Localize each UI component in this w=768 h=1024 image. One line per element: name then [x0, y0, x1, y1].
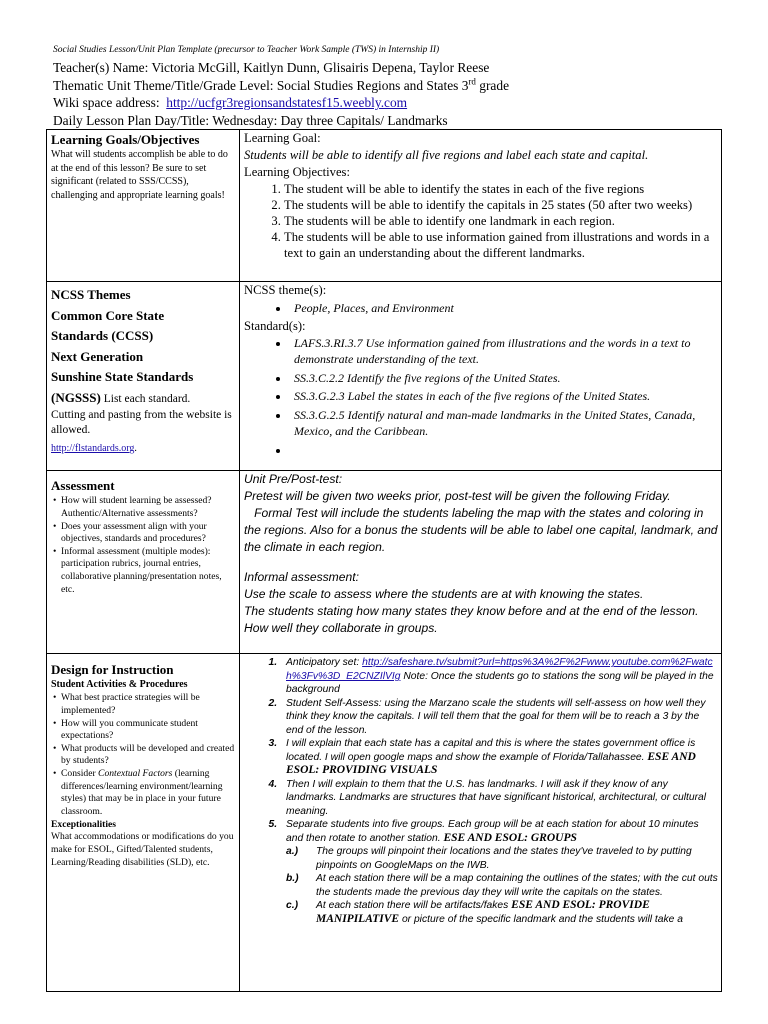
wiki-line: Wiki space address: http://ucfgr3regionsandstatesf15.weebly.com: [53, 95, 408, 111]
themes-list: [244, 299, 718, 318]
objectives-label: Learning Objectives:: [244, 165, 350, 180]
design-questions: [51, 692, 236, 818]
lesson-plan-table: [46, 129, 722, 992]
ngsss-line: (NGSSS) List each standard.: [51, 389, 191, 405]
standards-link-line: http://flstandards.org.: [51, 443, 137, 455]
theme-item: • People, Places, and Environment: [290, 299, 718, 318]
standard-item: • LAFS.3.RI.3.7 Use information gained from illustrations and the words in a text to demonstrate understanding of the text.: [290, 335, 718, 368]
objective-item: 1. The student will be able to identify the states in each of the five regions: [284, 181, 718, 197]
informal-line: How well they collaborate in groups.: [244, 620, 438, 635]
anticipatory-link[interactable]: http://safeshare.tv/submit?url=https%3A%2F%2Fwww.youtube.com%2Fwatch%3Fv%3D_E2CNZIlVIg: [286, 657, 713, 682]
assessment-question: • How will student learning be assessed? Authentic/Alternative assessments?: [53, 495, 236, 520]
design-question: • What best practice strategies will be implemented?: [53, 692, 236, 717]
ncss-line-1: NCSS Themes: [51, 287, 131, 303]
standards-label: Standard(s):: [244, 319, 306, 334]
ncss-line-3: Standards (CCSS): [51, 328, 154, 344]
standard-item: [290, 442, 718, 458]
lesson-plan-page: [46, 44, 722, 992]
daily-line: Daily Lesson Plan Day/Title: Wednesday: Day three Capitals/ Landmarks: [53, 112, 448, 128]
ncss-line-4: Next Generation: [51, 348, 144, 364]
station-item: b.) At each station there will be a map containing the outlines of the states; with the cut outs the students made the previous day they will write the capitals on the states.: [286, 873, 718, 898]
informal-line: Use the scale to assess where the students are at with knowing the states.: [244, 587, 644, 602]
objective-item: 2. The students will be able to identify the capitals in 25 states (50 after two weeks): [284, 197, 718, 213]
goals-row: [47, 130, 722, 282]
informal-line: The students stating how many states they know before and at the end of the lesson.: [244, 603, 699, 618]
standard-item: • SS.3.C.2.2 Identify the five regions of the United States.: [290, 370, 718, 387]
design-question: • What products will be developed and created by students?: [53, 743, 236, 768]
theme-line: Thematic Unit Theme/Title/Grade Level: Social Studies Regions and States 3rd grade: [53, 76, 510, 93]
cutting-note: Cutting and pasting from the website is allowed.: [51, 409, 232, 437]
procedure-list: [244, 656, 718, 926]
formal-test-text: Formal Test will include the students labeling the map with the states and coloring in the regions. Also for a bonus the students will be able to label one capital, landmark, and the climate in each region.: [244, 505, 721, 554]
flstandards-link[interactable]: http://flstandards.org: [51, 443, 135, 455]
goal-text: Students will be able to identify all five regions and label each state and capital.: [244, 148, 649, 163]
accommodations-text: What accommodations or modifications do you make for ESOL, Gifted/Talented students, Learning/Reading disabilities (SLD), etc.: [51, 831, 234, 868]
goal-label: Learning Goal:: [244, 131, 321, 146]
goals-left-desc: What will students accomplish be able to do at the end of this lesson? Be sure to set significant (related to SSS/CCSS), challenging and appropriate learning goals!: [51, 149, 228, 201]
assessment-question: • Informal assessment (multiple modes): participation rubrics, journal entries, collaborative planning/presentation notes, etc.: [53, 546, 236, 596]
procedure-step: 4. Then I will explain to them that the U.S. has landmarks. I will ask if they know of any landmarks. Landmarks are structures that have significant historical, architectural, or cultural meaning.: [280, 778, 718, 819]
design-question: • How will you communicate student expectations?: [53, 718, 236, 743]
exceptionalities-label: Exceptionalities: [51, 819, 117, 831]
procedure-step: 3. I will explain that each state has a capital and this is where the states government office is located. I will open google maps and show the example of Florida/Tallahassee. ESE AND ESOL: PROVIDING VISUALS: [280, 737, 718, 778]
station-sublist: [286, 845, 718, 926]
themes-label: NCSS theme(s):: [244, 283, 327, 298]
template-title: Social Studies Lesson/Unit Plan Template (precursor to Teacher Work Sample (TWS) in Internship II): [53, 45, 440, 55]
station-item: a.) The groups will pinpoint their locations and the states they've traveled to by putting pinpoints on GoogleMaps on the IWB.: [286, 846, 692, 871]
station-item: c.) At each station there will be artifacts/fakes ESE AND ESOL: PROVIDE MANIPILATIVE or picture of the specific landmark and the students will take a: [286, 899, 683, 925]
goals-left-title: Learning Goals/Objectives: [51, 132, 200, 148]
unit-test-label: Unit Pre/Post-test:: [244, 472, 343, 487]
objective-item: 3. The students will be able to identify one landmark in each region.: [284, 213, 718, 229]
wiki-link[interactable]: http://ucfgr3regionsandstatesf15.weebly.com: [166, 95, 408, 111]
design-left-title: Design for Instruction: [51, 662, 174, 678]
objective-item: 4. The students will be able to use information gained from illustrations and words in a text to gain an understanding about the different landmarks.: [284, 229, 718, 261]
procedure-step: 1. Anticipatory set: http://safeshare.tv/submit?url=https%3A%2F%2Fwww.youtube.com%2Fwatch%3Fv%3D_E2CNZIlVIg Note: Once the students go to stations the song will be played in the background: [280, 656, 718, 697]
assessment-left-title: Assessment: [51, 478, 115, 494]
procedure-step: 5. Separate students into five groups. Each group will be at each station for about 10 minutes and then rotate to another station. ESE AND ESOL: GROUPS a.) The groups will pinpoint their locations and the states they've traveled to by putting pinpoints on GoogleMaps on the IWB. b.) At each station there will be a map containing the outlines of the states; with the cut outs the students made the previous day they will write the capitals on the states. c.) At each station there will be artifacts/fakes ESE AND ESOL: PROVIDE MANIPILATIVE or picture of the specific landmark and the students will take a: [280, 818, 718, 926]
pretest-text: Pretest will be given two weeks prior, post-test will be given the following Friday.: [244, 489, 671, 504]
procedure-step: 2. Student Self-Assess: using the Marzano scale the students will self-assess on how well they think they know the capitals. I will tell them that the goal for them will be to reach a 3 by the end of the lesson.: [280, 697, 718, 738]
design-left-sub: Student Activities & Procedures: [51, 679, 188, 691]
assessment-question: • Does your assessment align with your objectives, standards and procedures?: [53, 521, 236, 546]
standard-item: • SS.3.G.2.5 Identify natural and man-made landmarks in the United States, Canada, Mexico, and the Caribbean.: [290, 407, 718, 440]
ncss-line-5: Sunshine State Standards: [51, 369, 194, 385]
design-question: • Consider Contextual Factors (learning differences/learning environment/learning styles) that may be in place in your future classroom.: [53, 768, 236, 818]
objectives-list: [244, 181, 718, 261]
ncss-line-2: Common Core State: [51, 307, 165, 323]
assessment-questions: [51, 495, 236, 596]
teachers-line: Teacher(s) Name: Victoria McGill, Kaitlyn Dunn, Glisairis Depena, Taylor Reese: [53, 60, 490, 75]
informal-label: Informal assessment:: [244, 570, 359, 585]
standard-item: • SS.3.G.2.3 Label the states in each of the five regions of the United States.: [290, 388, 718, 405]
assessment-row: [47, 471, 722, 654]
design-row: [47, 654, 722, 992]
ncss-row: [47, 282, 722, 471]
standards-list: [244, 335, 718, 458]
